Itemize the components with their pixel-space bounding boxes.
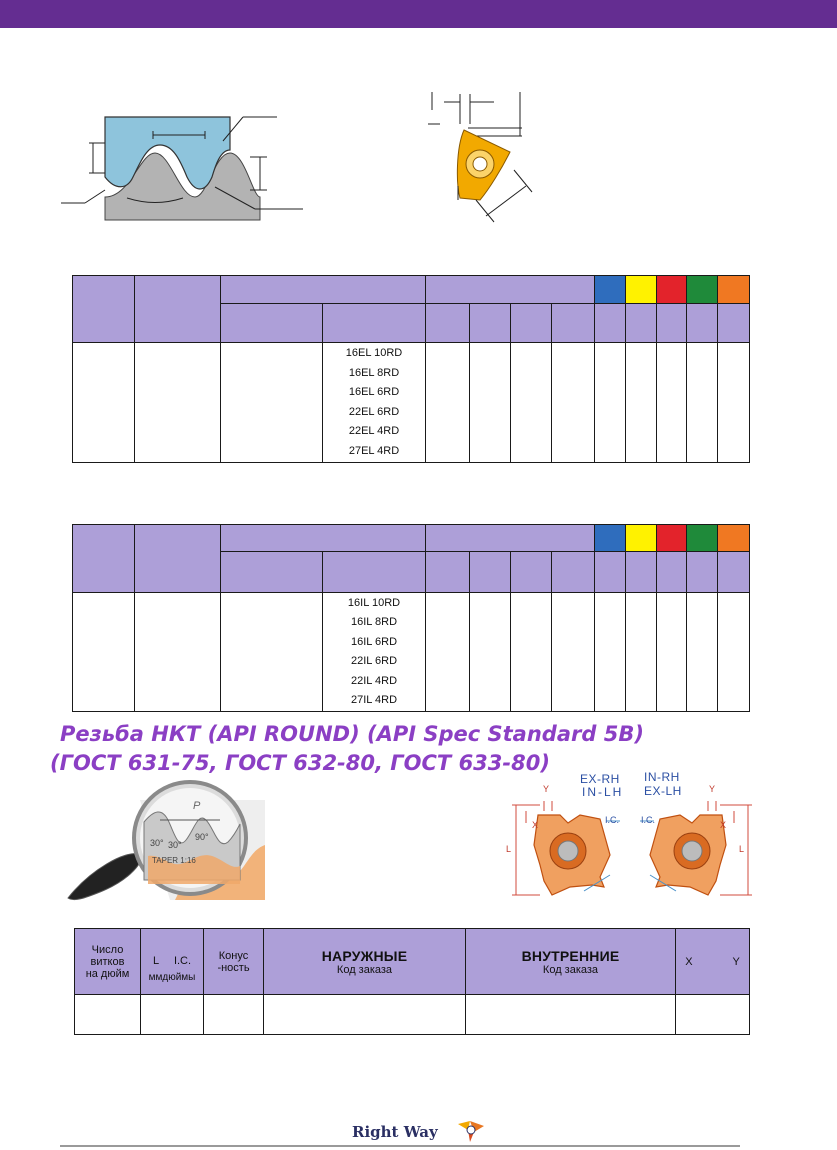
data-cell: [141, 995, 204, 1035]
data-cell: [470, 593, 511, 712]
external-header: [264, 929, 466, 995]
units-label: ммдюймы: [148, 971, 196, 983]
y-label-right: Y: [709, 784, 716, 794]
internal-sub: Код заказа: [542, 963, 599, 976]
data-cell: [657, 593, 687, 712]
api-round-table: [74, 928, 750, 1035]
data-cell: [595, 593, 626, 712]
external-inserts-table: [72, 275, 750, 463]
size-header: [141, 929, 204, 995]
l-label-left: L: [506, 844, 512, 854]
section-title-line2: (ГОСТ 631-75, ГОСТ 632-80, ГОСТ 633-80): [50, 751, 550, 775]
data-cell: [511, 593, 552, 712]
y-label: Y: [732, 955, 740, 968]
grade-color-red: [657, 276, 687, 304]
header-cell: [626, 304, 657, 343]
x-label: X: [685, 955, 693, 968]
pitch-label: P: [193, 800, 201, 812]
grade-color-yellow: [626, 525, 657, 552]
header-cell: [426, 304, 470, 343]
brand-logo-text: Right Way: [352, 1123, 438, 1141]
header-cell: [470, 304, 511, 343]
header-cell: [221, 552, 323, 593]
data-cell: [626, 343, 657, 463]
x-label-left: X: [532, 820, 539, 830]
data-cell: [73, 593, 135, 712]
insert-top-view-diagram: [420, 88, 550, 228]
grade-color-yellow: [626, 276, 657, 304]
x-label-right: X: [720, 820, 727, 830]
header-cell: [552, 304, 595, 343]
data-cell: [687, 343, 718, 463]
header-cell: [718, 552, 750, 593]
data-cell: [626, 593, 657, 712]
data-cell: [657, 343, 687, 463]
ex-lh-label: EX-LH: [644, 784, 682, 798]
data-cell: [687, 593, 718, 712]
header-cell: [626, 552, 657, 593]
data-cell: [511, 343, 552, 463]
header-cell: [426, 525, 595, 552]
grade-color-green: [687, 525, 718, 552]
data-cell: [135, 343, 221, 463]
data-cell: [466, 995, 676, 1035]
header-cell: [426, 276, 595, 304]
tpi-line1: Число: [91, 943, 124, 956]
order-code: 27EL 4RD: [348, 444, 400, 457]
order-code: 22IL 4RD: [350, 674, 398, 687]
grade-color-blue: [595, 276, 626, 304]
header-cell: [221, 304, 323, 343]
header-cell: [511, 552, 552, 593]
grade-color-green: [687, 276, 718, 304]
header-cell: [595, 552, 626, 593]
right-angle-label: 90°: [195, 832, 209, 842]
data-cell: [221, 343, 323, 463]
insert-dimensions-diagram: [500, 795, 760, 905]
order-code: 27IL 4RD: [350, 694, 398, 706]
header-cell: [687, 552, 718, 593]
header-cell: [323, 552, 426, 593]
ex-rh-label: EX-RH: [580, 772, 620, 786]
header-cell: [657, 304, 687, 343]
internal-inserts-table: [72, 524, 750, 712]
ic-label-right: I.C.: [641, 815, 656, 825]
data-cell: [718, 343, 750, 463]
order-code: 16IL 10RD: [347, 596, 401, 609]
header-cell: [657, 552, 687, 593]
header-cell: [552, 552, 595, 593]
ic-label: I.C.: [173, 954, 192, 967]
internal-header: [466, 929, 676, 995]
data-cell: [73, 343, 135, 463]
top-header-bar: [0, 0, 837, 28]
header-cell: [426, 552, 470, 593]
header-cell: [73, 525, 135, 593]
data-cell: [470, 343, 511, 463]
tpi-line3: на дюйм: [85, 967, 130, 980]
header-cell: [595, 304, 626, 343]
order-code: 22EL 6RD: [348, 405, 400, 418]
header-cell: [135, 525, 221, 593]
xy-header: [676, 929, 750, 995]
header-cell: [511, 304, 552, 343]
section-title-line1: Резьба НКТ (API ROUND) (API Spec Standard 5B): [60, 722, 644, 746]
brand-logo-icon: [456, 1118, 486, 1144]
taper-line1: Конус: [218, 949, 249, 962]
internal-title: ВНУТРЕННИЕ: [521, 947, 620, 964]
tpi-line2: витков: [90, 955, 125, 968]
data-cell: [75, 995, 141, 1035]
data-cell: [204, 995, 264, 1035]
taper-label: TAPER 1:16: [152, 856, 196, 865]
order-codes-cell: [323, 343, 426, 463]
order-code: 22EL 4RD: [348, 425, 400, 437]
l-label-right: L: [739, 844, 745, 854]
header-cell: [221, 525, 426, 552]
header-cell: [221, 276, 426, 304]
data-cell: [221, 593, 323, 712]
in-rh-label: IN-RH: [644, 770, 680, 784]
y-label-left: Y: [543, 784, 550, 794]
grade-color-orange: [718, 276, 750, 304]
angle-left-label: 30°: [150, 838, 164, 848]
data-cell: [264, 995, 466, 1035]
thread-profile-diagram: [55, 105, 315, 225]
external-sub: Код заказа: [336, 963, 393, 976]
grade-color-blue: [595, 525, 626, 552]
order-code: 16EL 10RD: [345, 347, 403, 359]
header-cell: [687, 304, 718, 343]
footer-divider: [60, 1145, 740, 1147]
header-cell: [323, 304, 426, 343]
ic-label-left: I.C.: [605, 815, 620, 825]
data-cell: [552, 593, 595, 712]
in-lh-label: IN-LH: [582, 785, 624, 799]
grade-color-red: [657, 525, 687, 552]
order-code: 22IL 6RD: [350, 655, 398, 667]
taper-header: [204, 929, 264, 995]
data-cell: [135, 593, 221, 712]
order-code: 16EL 6RD: [348, 386, 400, 398]
order-code: 16IL 6RD: [350, 635, 398, 648]
order-code: 16EL 8RD: [348, 366, 400, 379]
header-cell: [718, 304, 750, 343]
size-top: [141, 955, 203, 967]
tpi-header: [75, 929, 141, 995]
order-code: 16IL 8RD: [350, 616, 398, 628]
data-cell: [676, 995, 750, 1035]
header-cell: [73, 276, 135, 343]
order-codes-cell: [323, 593, 426, 712]
data-cell: [718, 593, 750, 712]
data-cell: [552, 343, 595, 463]
data-cell: [426, 343, 470, 463]
taper-line2: -ность: [217, 961, 250, 974]
l-label: L: [152, 954, 159, 967]
angle-right-label: 30°: [168, 840, 182, 850]
external-title: НАРУЖНЫЕ: [321, 947, 408, 964]
header-cell: [135, 276, 221, 343]
data-cell: [426, 593, 470, 712]
handle: [68, 853, 141, 899]
header-cell: [470, 552, 511, 593]
data-cell: [595, 343, 626, 463]
grade-color-orange: [718, 525, 750, 552]
